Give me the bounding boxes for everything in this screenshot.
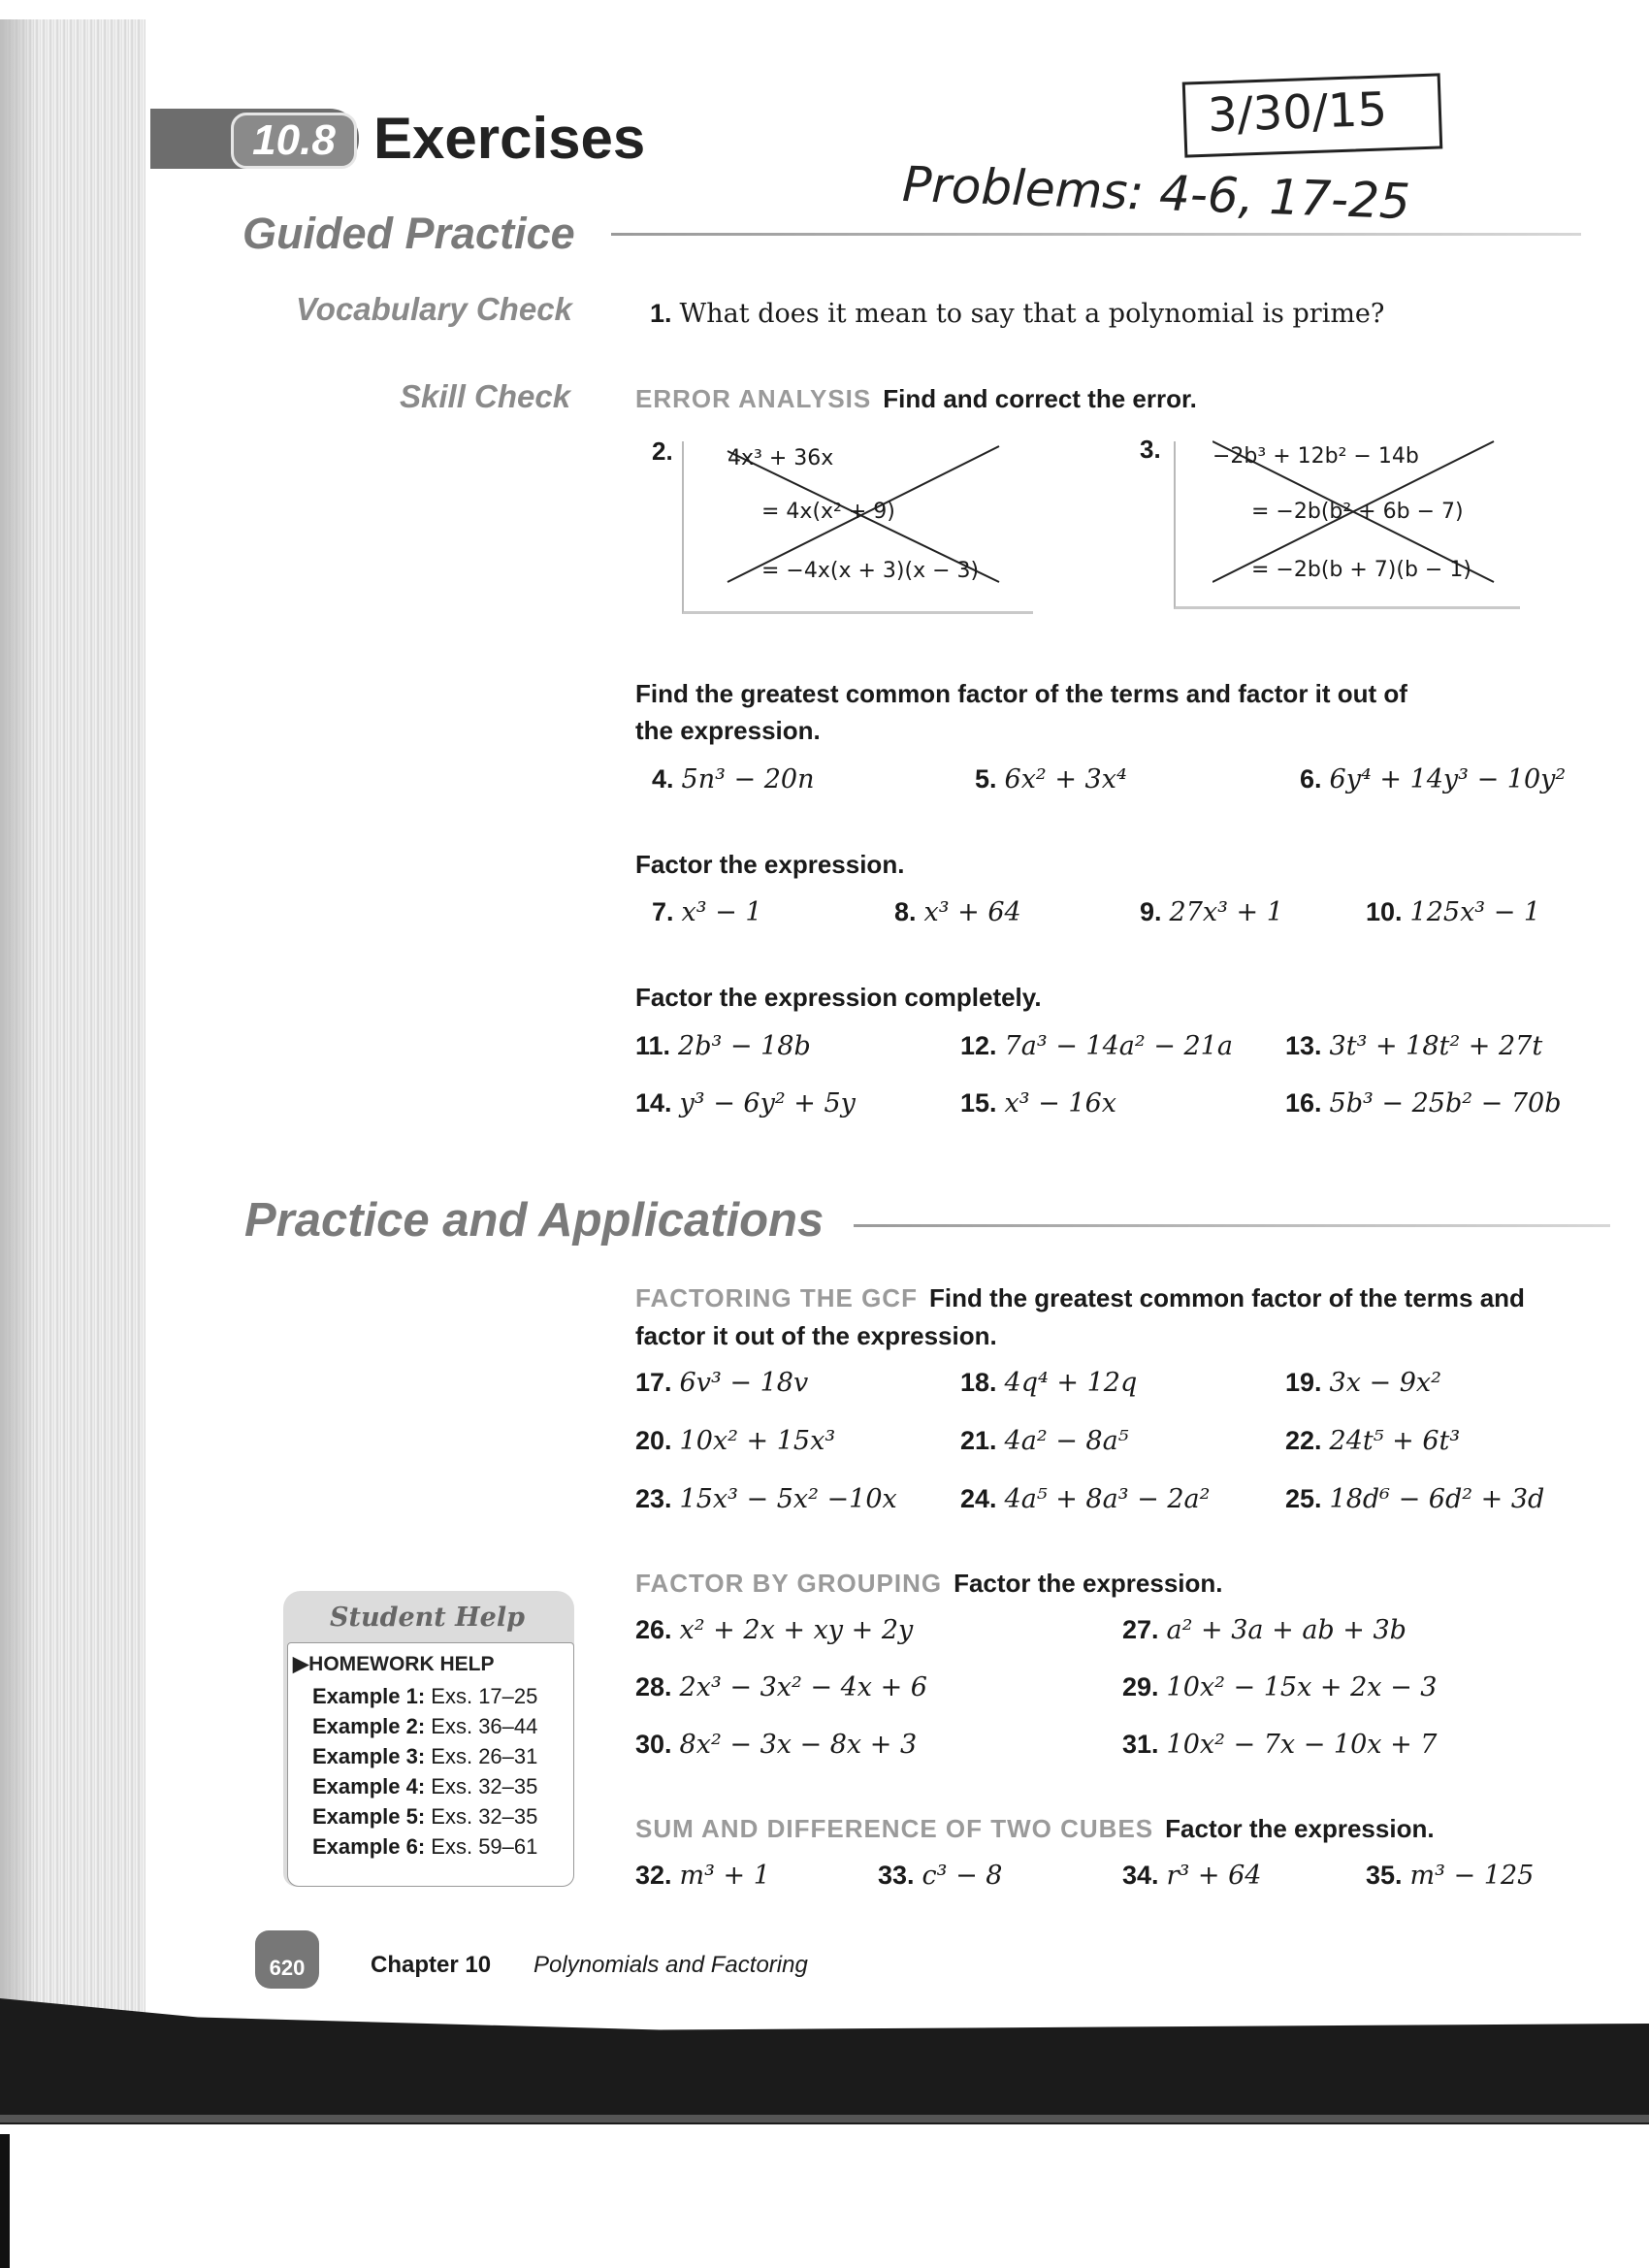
scan-bottom-shadow [0, 1998, 1649, 2124]
example-label: Example 5: [312, 1804, 426, 1829]
help-example-5 [312, 1804, 537, 1830]
exercise-expression: 6x² + 3x⁴ [1004, 764, 1127, 794]
exercise-expression: y³ − 6y² + 5y [679, 1088, 856, 1118]
exercise-expression: 6v³ − 18v [679, 1368, 809, 1398]
exercise-text: What does it mean to say that a polynomial is prime? [679, 299, 1385, 329]
exercise-expression: 2x³ − 3x² − 4x + 6 [679, 1672, 927, 1702]
example-range: Exs. 17–25 [431, 1684, 538, 1708]
exercise-3-number: 3. [1140, 435, 1161, 464]
exercise-27 [1122, 1615, 1406, 1645]
exercise-28 [635, 1672, 927, 1702]
exercise-18 [960, 1368, 1137, 1398]
exercise-number: 28. [635, 1672, 672, 1701]
exercise-number: 5. [975, 764, 997, 794]
cubes-topic: SUM AND DIFFERENCE OF TWO CUBES [635, 1814, 1154, 1843]
chapter-label: Chapter 10 [371, 1952, 492, 1978]
exercise-expression: 18d⁶ − 6d² + 3d [1329, 1484, 1545, 1514]
exercise-number: 14. [635, 1088, 672, 1118]
section-title: Exercises [373, 106, 646, 171]
exercise-22 [1285, 1426, 1460, 1456]
example-range: Exs. 59–61 [431, 1834, 538, 1859]
book-spine-shadow [0, 19, 39, 2047]
exercise-24 [960, 1484, 1210, 1514]
error-analysis-instruction [635, 384, 1197, 414]
exercise-number: 34. [1122, 1861, 1159, 1890]
factoring-gcf-instruction [635, 1283, 1525, 1313]
factoring-gcf-text: Find the greatest common factor of the terms and [928, 1283, 1525, 1312]
exercise-number: 7. [652, 897, 674, 926]
complete-instruction: Factor the expression completely. [635, 983, 1042, 1012]
exercise-12 [960, 1031, 1233, 1061]
handwritten-problems: Problems: 4-6, 17-25 [901, 155, 1411, 231]
exercise-expression: c³ − 8 [922, 1861, 1003, 1891]
exercise-expression: 5b³ − 25b² − 70b [1329, 1088, 1562, 1118]
cubes-text: Factor the expression. [1165, 1814, 1435, 1843]
student-help-title: Student Help [330, 1603, 525, 1633]
error-analysis-text: Find and correct the error. [883, 384, 1197, 413]
example-range: Exs. 36–44 [431, 1714, 538, 1738]
exercise-expression: x³ − 1 [681, 897, 762, 927]
exercise-number: 17. [635, 1368, 672, 1397]
exercise-number: 24. [960, 1484, 997, 1513]
exercise-expression: a² + 3a + ab + 3b [1166, 1615, 1406, 1645]
exercise-6 [1300, 764, 1566, 794]
grouping-instruction [635, 1569, 1223, 1599]
error-2-line-2: = 4x(x² + 9) [761, 500, 895, 524]
exercise-number: 12. [960, 1031, 997, 1060]
example-label: Example 3: [312, 1744, 426, 1768]
exercise-34 [1122, 1861, 1261, 1891]
exercise-1 [650, 299, 1384, 329]
page-number: 620 [255, 1948, 319, 1989]
exercise-25 [1285, 1484, 1544, 1514]
cubes-instruction [635, 1814, 1435, 1844]
exercise-21 [960, 1426, 1129, 1456]
exercise-number: 29. [1122, 1672, 1159, 1701]
guided-practice-heading: Guided Practice [242, 209, 575, 258]
exercise-11 [635, 1031, 811, 1061]
triangle-bullet-icon: ▶ [293, 1653, 309, 1675]
homework-help-heading [293, 1652, 494, 1676]
exercise-5 [975, 764, 1127, 794]
gcf-instruction-line-1: Find the greatest common factor of the terms and factor it out of [635, 679, 1407, 708]
exercise-7 [652, 897, 762, 927]
exercise-expression: 27x³ + 1 [1169, 897, 1283, 927]
exercise-expression: 2b³ − 18b [678, 1031, 811, 1061]
exercise-expression: 4a² − 8a⁵ [1004, 1426, 1129, 1456]
exercise-number: 19. [1285, 1368, 1322, 1397]
exercise-expression: 8x² − 3x − 8x + 3 [679, 1730, 918, 1760]
exercise-number: 22. [1285, 1426, 1322, 1455]
scan-bottom-line [0, 2115, 1649, 2122]
practice-applications-heading: Practice and Applications [244, 1194, 824, 1247]
exercise-17 [635, 1368, 808, 1398]
example-label: Example 2: [312, 1714, 426, 1738]
exercise-expression: 3t³ + 18t² + 27t [1329, 1031, 1543, 1061]
help-example-1 [312, 1684, 537, 1709]
example-label: Example 1: [312, 1684, 426, 1708]
exercise-number: 25. [1285, 1484, 1322, 1513]
exercise-number: 16. [1285, 1088, 1322, 1118]
exercise-expression: 3x − 9x² [1329, 1368, 1441, 1398]
help-example-2 [312, 1714, 537, 1739]
exercise-16 [1285, 1088, 1562, 1118]
example-range: Exs. 32–35 [431, 1804, 538, 1829]
exercise-30 [635, 1730, 917, 1760]
exercise-expression: m³ + 1 [679, 1861, 770, 1891]
exercise-expression: 24t⁵ + 6t³ [1329, 1426, 1461, 1456]
exercise-number: 11. [635, 1031, 671, 1060]
exercise-number: 13. [1285, 1031, 1322, 1060]
exercise-33 [878, 1861, 1002, 1891]
factoring-gcf-instruction-line-2: factor it out of the expression. [635, 1321, 997, 1350]
exercise-number: 27. [1122, 1615, 1159, 1644]
exercise-35 [1366, 1861, 1534, 1891]
exercise-8 [894, 897, 1021, 927]
exercise-4 [652, 764, 814, 794]
scan-left-edge [0, 2134, 10, 2268]
example-range: Exs. 26–31 [431, 1744, 538, 1768]
exercise-number: 18. [960, 1368, 997, 1397]
exercise-number: 35. [1366, 1861, 1403, 1890]
exercise-expression: 10x² + 15x³ [679, 1426, 836, 1456]
exercise-number: 21. [960, 1426, 997, 1455]
exercise-expression: 7a³ − 14a² − 21a [1004, 1031, 1233, 1061]
exercise-number: 9. [1140, 897, 1162, 926]
exercise-number: 4. [652, 764, 674, 794]
exercise-expression: x³ + 64 [923, 897, 1021, 927]
exercise-expression: 4a⁵ + 8a³ − 2a² [1004, 1484, 1211, 1514]
exercise-23 [635, 1484, 897, 1514]
exercise-expression: 10x² − 7x − 10x + 7 [1166, 1730, 1438, 1760]
example-label: Example 6: [312, 1834, 426, 1859]
exercise-expression: m³ − 125 [1409, 1861, 1535, 1891]
exercise-10 [1366, 897, 1540, 927]
exercise-9 [1140, 897, 1283, 927]
error-analysis-topic: ERROR ANALYSIS [635, 384, 872, 413]
exercise-26 [635, 1615, 913, 1645]
exercise-number: 33. [878, 1861, 915, 1890]
grouping-text: Factor the expression. [954, 1569, 1223, 1598]
exercise-number: 1. [650, 299, 672, 328]
skill-check-label: Skill Check [400, 378, 571, 414]
error-2-line-1: 4x³ + 36x [728, 446, 834, 470]
exercise-number: 6. [1300, 764, 1322, 794]
exercise-14 [635, 1088, 856, 1118]
exercise-15 [960, 1088, 1116, 1118]
exercise-number: 20. [635, 1426, 672, 1455]
example-range: Exs. 32–35 [431, 1774, 538, 1798]
exercise-number: 23. [635, 1484, 672, 1513]
exercise-31 [1122, 1730, 1438, 1760]
section-number: 10.8 [231, 113, 357, 169]
exercise-expression: 125x³ − 1 [1409, 897, 1541, 927]
exercise-expression: 15x³ − 5x² −10x [679, 1484, 897, 1514]
grouping-topic: FACTOR BY GROUPING [635, 1569, 943, 1598]
example-label: Example 4: [312, 1774, 426, 1798]
exercise-20 [635, 1426, 835, 1456]
error-2-line-3: = −4x(x + 3)(x − 3) [761, 559, 980, 583]
exercise-expression: 5n³ − 20n [681, 764, 815, 794]
exercise-number: 30. [635, 1730, 672, 1759]
gcf-instruction-line-2: the expression. [635, 716, 821, 745]
exercise-number: 15. [960, 1088, 997, 1118]
exercise-expression: r³ + 64 [1166, 1861, 1262, 1891]
practice-rule [854, 1224, 1610, 1227]
vocabulary-check-label: Vocabulary Check [296, 291, 572, 327]
factoring-gcf-topic: FACTORING THE GCF [635, 1283, 918, 1312]
exercise-expression: x² + 2x + xy + 2y [679, 1615, 914, 1645]
exercise-13 [1285, 1031, 1542, 1061]
exercise-expression: 10x² − 15x + 2x − 3 [1166, 1672, 1438, 1702]
exercise-number: 32. [635, 1861, 672, 1890]
help-example-4 [312, 1774, 537, 1799]
handwritten-date: 3/30/15 [1207, 81, 1388, 144]
exercise-number: 26. [635, 1615, 672, 1644]
exercise-number: 10. [1366, 897, 1403, 926]
factor-instruction: Factor the expression. [635, 850, 905, 879]
exercise-expression: x³ − 16x [1004, 1088, 1116, 1118]
error-3-line-1: −2b³ + 12b² − 14b [1212, 444, 1419, 469]
error-3-line-3: = −2b(b + 7)(b − 1) [1251, 558, 1471, 582]
exercise-number: 8. [894, 897, 917, 926]
homework-help-label: HOMEWORK HELP [308, 1653, 495, 1675]
help-example-6 [312, 1834, 537, 1860]
exercise-expression: 6y⁴ + 14y³ − 10y² [1329, 764, 1567, 794]
guided-practice-rule [611, 233, 1581, 236]
exercise-number: 31. [1122, 1730, 1159, 1759]
help-example-3 [312, 1744, 537, 1769]
exercise-32 [635, 1861, 770, 1891]
chapter-title: Polynomials and Factoring [534, 1952, 808, 1978]
exercise-2-number: 2. [652, 437, 673, 466]
exercise-expression: 4q⁴ + 12q [1004, 1368, 1138, 1398]
error-3-line-2: = −2b(b² + 6b − 7) [1251, 500, 1464, 524]
exercise-19 [1285, 1368, 1441, 1398]
exercise-29 [1122, 1672, 1438, 1702]
